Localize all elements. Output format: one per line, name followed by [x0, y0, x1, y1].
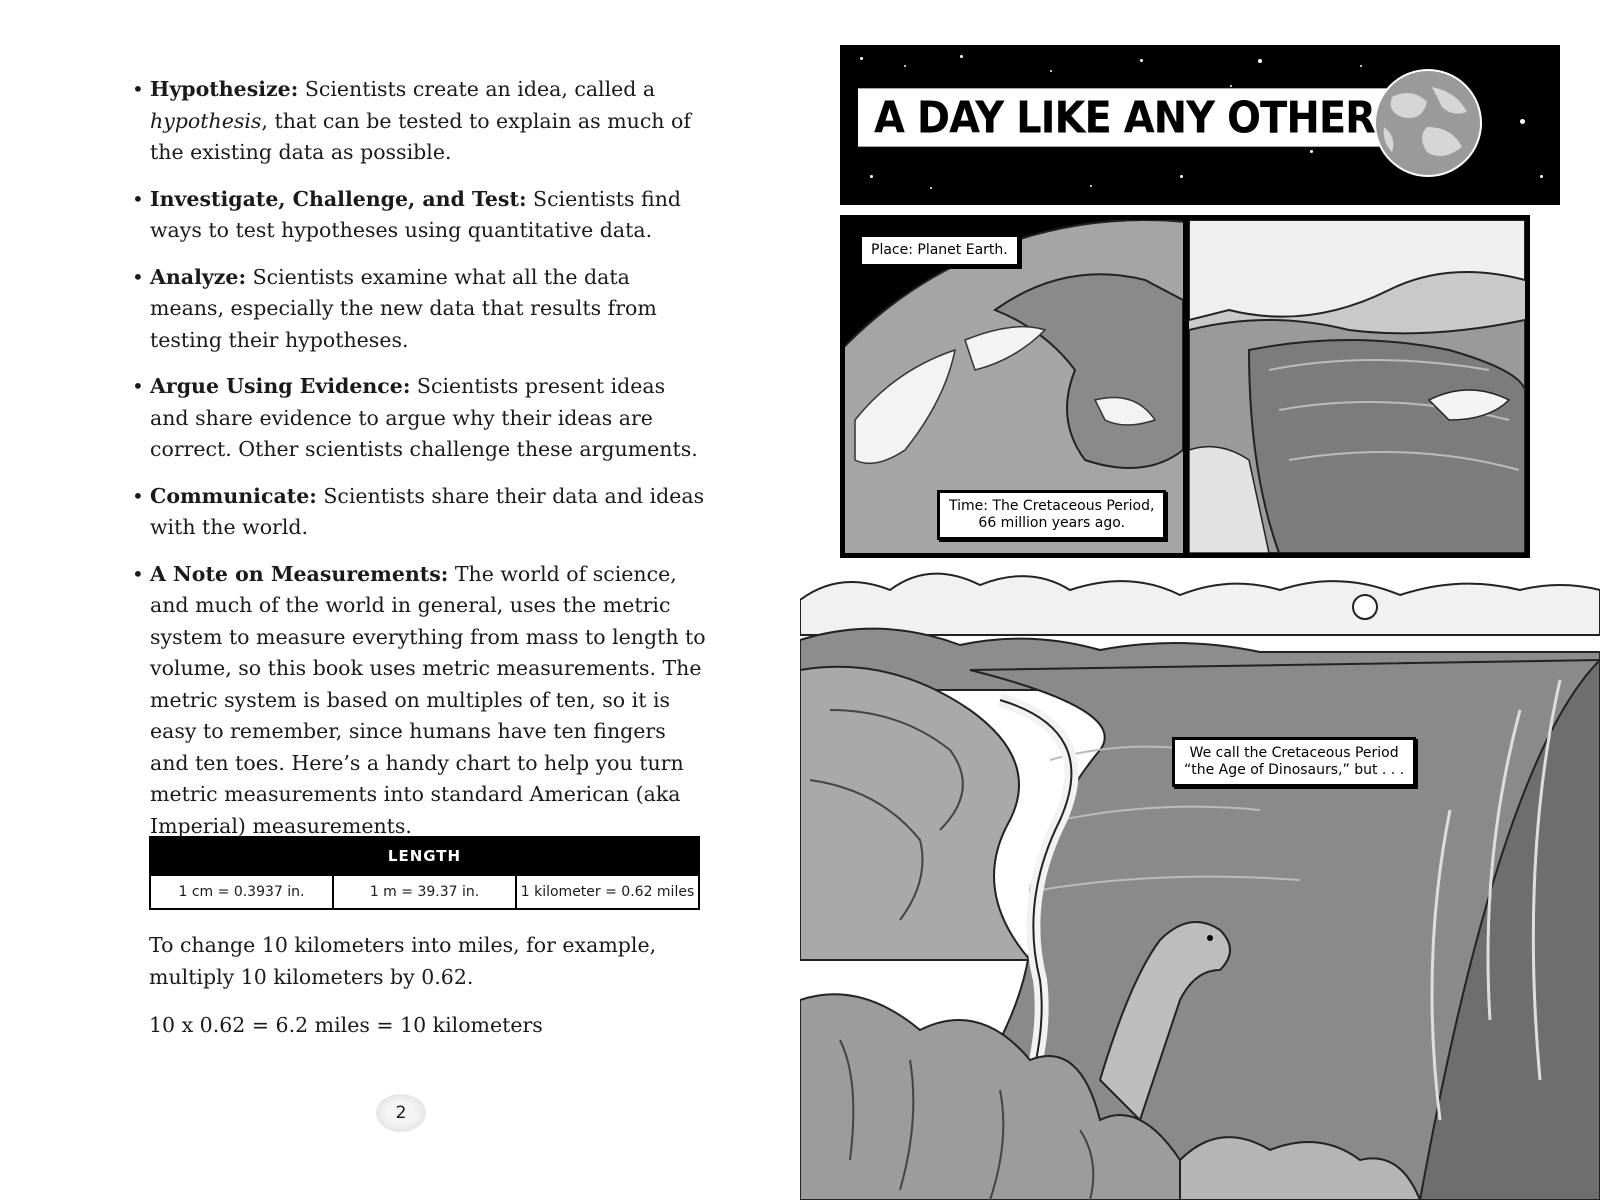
star: [1310, 150, 1313, 153]
list-item: • Hypothesize: Scientists create an idea, called a hypothesis, that can be tested to explain as much of the existing data as possible.: [130, 74, 710, 169]
star: [1360, 65, 1362, 67]
bullet-term: Argue Using Evidence:: [150, 374, 411, 398]
list-item: [130, 262, 710, 357]
table-row: [150, 875, 699, 909]
equation-line: 10 x 0.62 = 6.2 miles = 10 kilometers: [149, 1013, 543, 1037]
earth-orbit-panel: [840, 215, 1188, 558]
place-caption: Place: Planet Earth.: [859, 234, 1020, 267]
star: [860, 57, 863, 60]
time-caption: Time: The Cretaceous Period, 66 million years ago.: [937, 490, 1166, 540]
prehistoric-landscape-illustration: [800, 560, 1600, 1200]
star: [1230, 85, 1232, 87]
star: [930, 187, 932, 189]
table-header: LENGTH: [150, 837, 699, 875]
star: [1540, 175, 1543, 178]
bullet-term: Investigate, Challenge, and Test:: [150, 186, 527, 211]
list-item: [130, 184, 710, 247]
coastline-aerial-panel: [1184, 215, 1530, 558]
list-item: [130, 371, 710, 466]
bullet-term: Analyze:: [150, 264, 247, 289]
star: [870, 175, 873, 178]
bullet-text: Scientists examine what all the data means, especially the new data that results from testing their hypotheses.: [150, 264, 657, 352]
comic-title: A DAY LIKE ANY OTHER: [858, 88, 1391, 146]
bullet-term: Hypothesize:: [150, 77, 299, 101]
table-cell: 1 kilometer = 0.62 miles: [516, 875, 699, 909]
star: [960, 55, 963, 58]
bullet-text: Scientists find ways to test hypotheses using quantitative data.: [150, 186, 682, 242]
star: [1258, 59, 1262, 63]
star: [904, 65, 906, 67]
page-number: 2: [376, 1094, 426, 1132]
bullet-text: Scientists share their data and ideas with the world.: [150, 483, 705, 539]
bullet-text: Scientists present ideas and share evidence to argue why their ideas are correct. Other scientists challenge these arguments.: [150, 374, 698, 461]
star: [1050, 70, 1052, 72]
list-item: [130, 481, 710, 544]
star: [1180, 175, 1183, 178]
star: [1140, 59, 1143, 62]
comic-page: [800, 0, 1600, 1200]
science-practices-list: [130, 74, 710, 857]
star: [1520, 119, 1525, 124]
length-conversion-table: [149, 836, 700, 910]
age-of-dinosaurs-caption: We call the Cretaceous Period “the Age of Dinosaurs,” but . . .: [1172, 737, 1416, 787]
planet-earth-illustration: [1372, 67, 1484, 179]
coastline-aerial-illustration: [1189, 220, 1525, 553]
table-cell: 1 m = 39.37 in.: [333, 875, 516, 909]
table-cell: 1 cm = 0.3937 in.: [150, 875, 333, 909]
bullet-text: The world of science, and much of the world in general, uses the metric system to measure everything from mass to length to volume, so this book uses metric measurements. The metric system is based on multiples of ten, so it is easy to remember, since humans have ten fingers and ten toes. Here’s a handy chart to help you turn metric measurements into standard American (aka Imperial) measurements.: [150, 561, 706, 838]
bullet-term: Communicate:: [150, 483, 317, 508]
example-paragraph: To change 10 kilometers into miles, for example, multiply 10 kilometers by 0.62.: [149, 933, 657, 989]
list-item: [130, 559, 710, 843]
star: [1090, 185, 1092, 187]
bullet-term: A Note on Measurements:: [150, 561, 449, 586]
title-panel: [840, 45, 1560, 205]
